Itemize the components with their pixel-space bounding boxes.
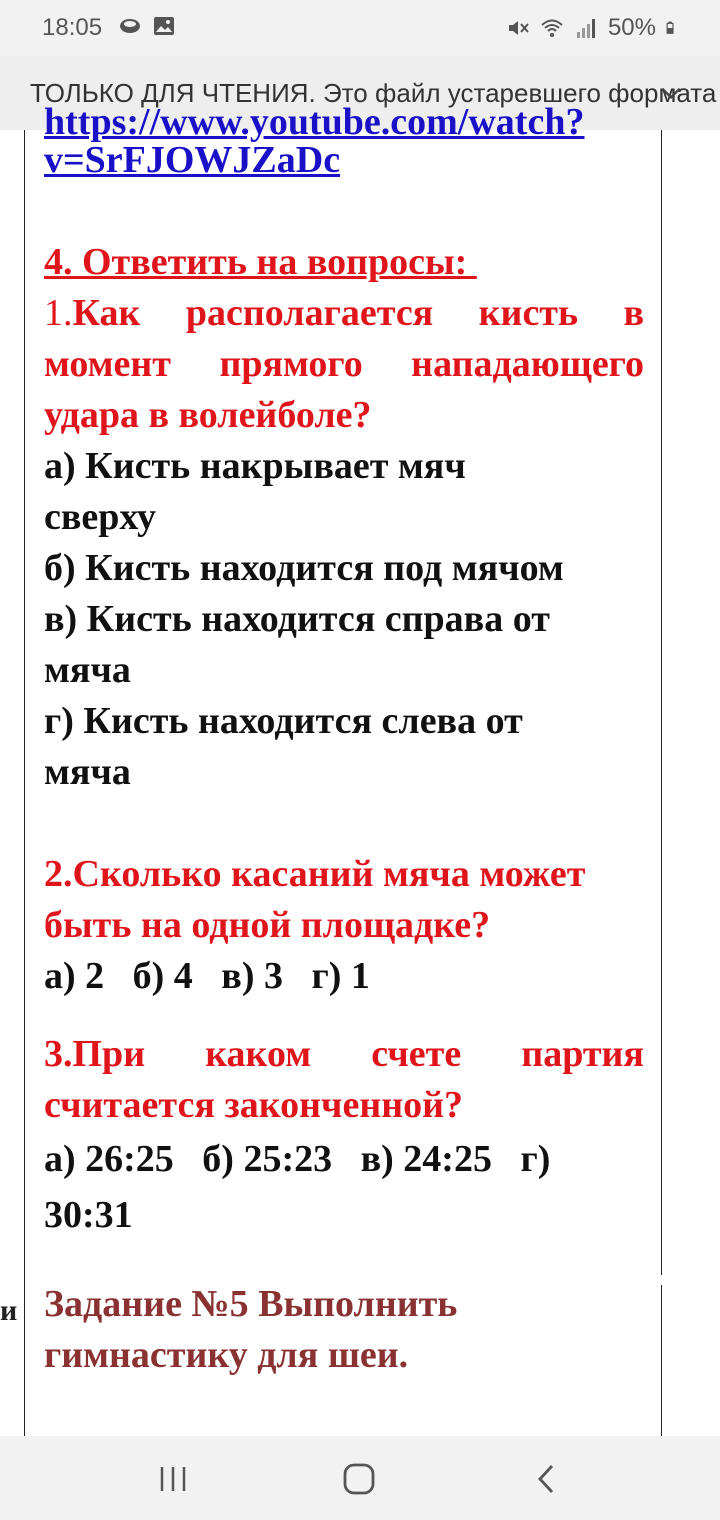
question-1-line3: удара в волейболе? (44, 394, 372, 436)
battery-icon (666, 16, 680, 40)
question-1-line2: момент прямого нападающего (44, 343, 644, 385)
question-3-line1: 3.При каком счете партия (44, 1033, 644, 1075)
answers-2: а) 2 б) 4 в) 3 г) 1 (44, 955, 370, 997)
home-icon[interactable] (342, 1462, 376, 1496)
question-2-line2: быть на одной площадке? (44, 904, 491, 946)
recent-apps-icon[interactable] (156, 1462, 190, 1496)
task-5: Задание №5 Выполнить гимнастику для шеи. (44, 1283, 458, 1376)
status-time: 18:05 (42, 14, 103, 41)
battery-percent: 50% (607, 14, 656, 41)
table-border-left (24, 130, 25, 1436)
answer-1c: в) Кисть находится справа от мяча (44, 598, 550, 691)
status-bar (0, 0, 720, 56)
question-1-number: 1. (44, 292, 73, 334)
section-4-title: 4. Ответить на вопросы: (44, 241, 477, 283)
document-content (44, 101, 644, 1381)
mute-icon (506, 16, 530, 40)
image-icon (152, 14, 176, 38)
answer-1b: б) Кисть находится под мячом (44, 547, 564, 589)
answer-1a: а) Кисть накрывает мяч сверху (44, 445, 466, 538)
question-3-line2: считается законченной? (44, 1084, 464, 1126)
question-2-line1: 2.Сколько касаний мяча может (44, 853, 586, 895)
answer-1d: г) Кисть находится слева от мяча (44, 700, 523, 793)
table-border-right (661, 130, 662, 1436)
question-1-line1 (44, 288, 644, 339)
answers-3: а) 26:25 б) 25:23 в) 24:25 г) 30:31 (44, 1138, 560, 1236)
question-1-text: Как располагается кисть в (72, 292, 644, 334)
video-link[interactable]: v=SrFJOWJZaDc (44, 139, 341, 181)
adjacent-cell-char: и (0, 1294, 18, 1327)
back-icon[interactable] (530, 1462, 564, 1496)
wifi-icon (540, 16, 564, 40)
border-gap (661, 1275, 663, 1285)
chevron-down-icon[interactable] (658, 80, 684, 106)
video-link-top[interactable]: https://www.youtube.com/watch? (44, 101, 585, 143)
signal-icon (574, 16, 598, 40)
navigation-bar (0, 1436, 720, 1520)
document-view[interactable] (0, 101, 720, 1436)
banner-text: ТОЛЬКО ДЛЯ ЧТЕНИЯ. Это файл устаревшего формата (30, 78, 717, 108)
chat-bubble-icon (118, 14, 142, 38)
